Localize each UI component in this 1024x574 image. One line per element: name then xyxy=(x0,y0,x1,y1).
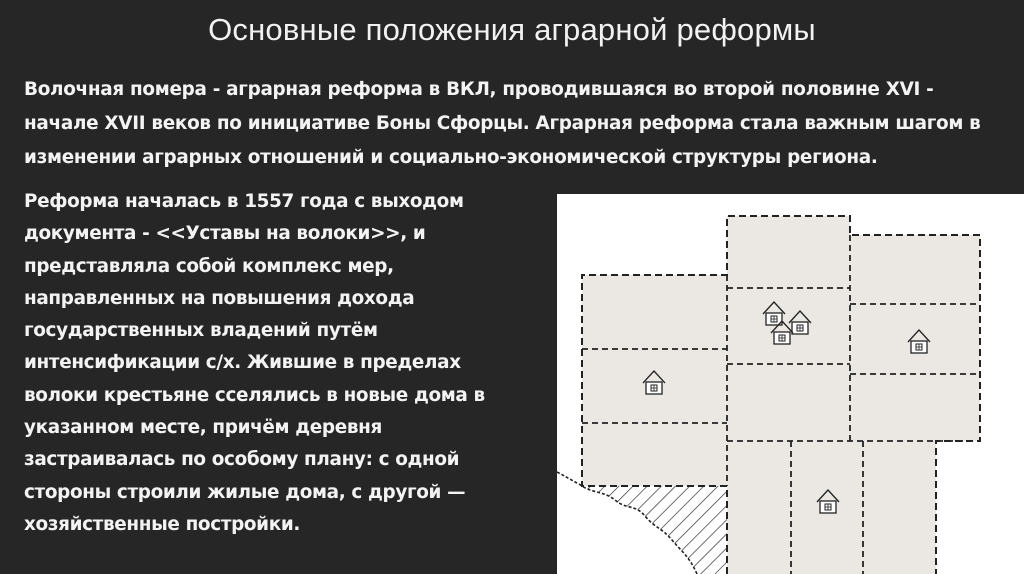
intro-line: Волочная помера - аграрная реформа в ВКЛ, проводившаяся во второй половине XVI - xyxy=(24,79,934,100)
village-plan-svg xyxy=(557,194,1024,574)
body-line: хозяйственные постройки. xyxy=(24,513,301,535)
body-line: направленных на повышения дохода xyxy=(24,287,415,309)
body-line: указанном месте, причём деревня xyxy=(24,417,382,439)
body-line: застраивалась по особому плану: с одной xyxy=(24,449,460,471)
body-line: стороны строили жилые дома, с другой — xyxy=(24,481,466,503)
field-center-3 xyxy=(727,364,850,441)
field-left-3 xyxy=(582,423,727,486)
intro-line: начале XVII веков по инициативе Боны Сфорцы. Аграрная реформа стала важным шагом в xyxy=(24,113,981,134)
body-line: документа - <<Уставы на волоки>>, и xyxy=(24,223,426,245)
body-line: государственных владений путём xyxy=(24,320,378,342)
hatched-land xyxy=(579,484,732,574)
body-line: Реформа началась в 1557 года с выходом xyxy=(24,191,464,212)
field-right-2 xyxy=(850,304,980,374)
body-line: интенсификации с/х. Жившие в пределах xyxy=(24,352,461,374)
field-center-1 xyxy=(727,216,850,288)
intro-line: изменении аграрных отношений и социально-экономической структуры региона. xyxy=(24,147,878,168)
reform-description xyxy=(24,186,544,541)
body-line: волоки крестьяне сселялись в новые дома в xyxy=(24,384,485,406)
field-bottom-3 xyxy=(863,441,936,574)
field-right-1 xyxy=(850,235,980,304)
field-right-3 xyxy=(850,374,980,441)
field-left-1 xyxy=(582,275,727,349)
field-center-2 xyxy=(727,288,850,364)
intro-paragraph xyxy=(24,73,1004,175)
slide-title: Основные положения аграрной реформы xyxy=(208,12,816,47)
field-bottom-1 xyxy=(727,441,791,574)
village-plan-diagram xyxy=(557,194,1024,574)
body-line: представляла собой комплекс мер, xyxy=(24,255,394,277)
